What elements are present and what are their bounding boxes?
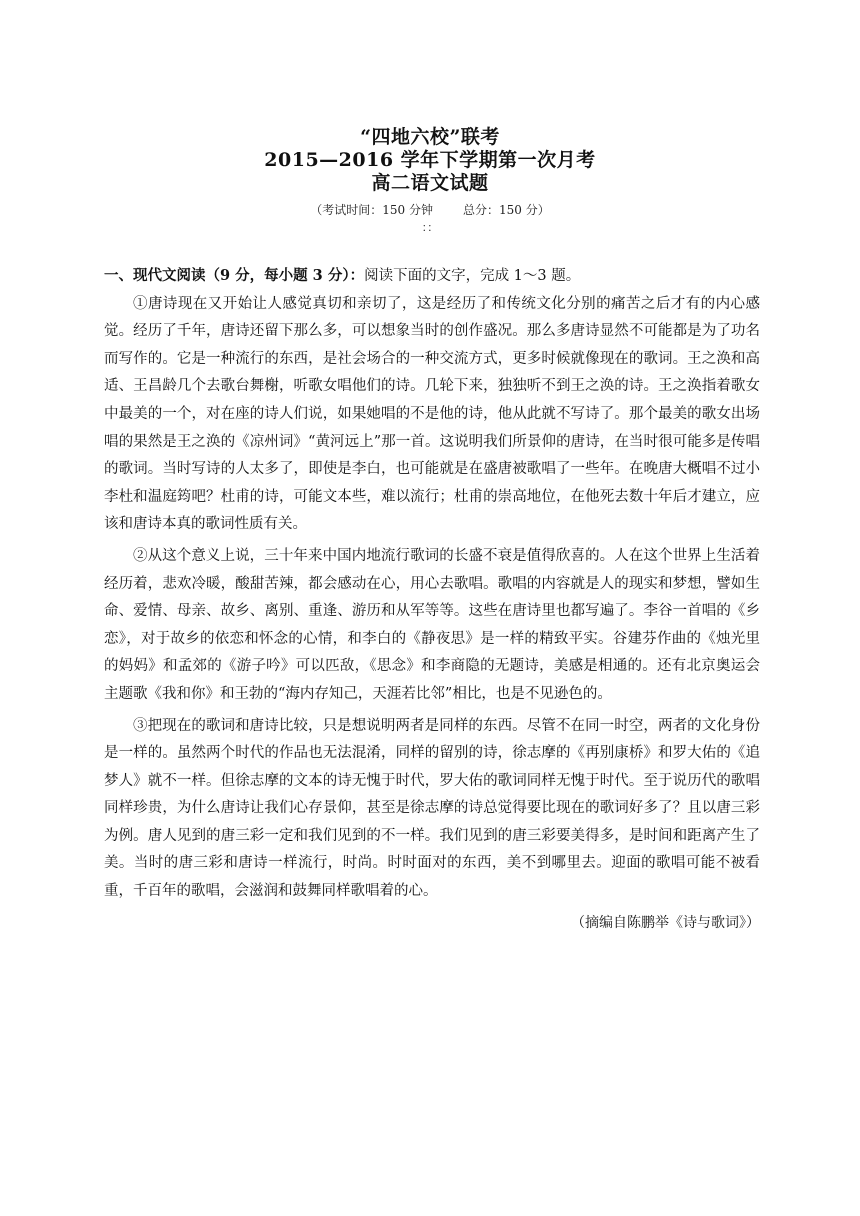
decorative-dots: ：： bbox=[421, 221, 439, 234]
exam-header bbox=[0, 126, 860, 235]
section-heading bbox=[104, 262, 760, 291]
reading-section bbox=[104, 262, 760, 937]
exam-title-line-3: 高二语文试题 bbox=[371, 172, 489, 194]
section-heading-instruction: 阅读下面的文字，完成 1～3 题。 bbox=[364, 268, 581, 284]
exam-total-score: 总分：150 分） bbox=[463, 203, 550, 217]
passage-paragraph-3: ③把现在的歌词和唐诗比较，只是想说明两者是同样的东西。尽管不在同一时空，两者的文化身份是一样的。虽然两个时代的作品也无法混淆，同样的留别的诗，徐志摩的《再别康桥》和罗大佑的《追梦人》就不一样。但徐志摩的文本的诗无愧于时代，罗大佑的歌词同样无愧于时代。至于说历代的歌唱同样珍贵，为什么唐诗让我们心存景仰，甚至是徐志摩的诗总觉得要比现在的歌词好多了？且以唐三彩为例。唐人见到的唐三彩一定和我们见到的不一样。我们见到的唐三彩要美得多，是时间和距离产生了美。当时的唐三彩和唐诗一样流行，时尚。时时面对的东西，美不到哪里去。迎面的歌唱可能不被看重，千百年的歌唱，会滋润和鼓舞同样歌唱着的心。 bbox=[104, 717, 760, 900]
passage-paragraph-2: ②从这个意义上说，三十年来中国内地流行歌词的长盛不衰是值得欣喜的。人在这个世界上生活着经历着，悲欢冷暖，酸甜苦辣，都会感动在心，用心去歌唱。歌唱的内容就是人的现实和梦想，譬如生命、爱情、母亲、故乡、离别、重逢、游历和从军等等。这些在唐诗里也都写遍了。李谷一首唱的《乡恋》，对于故乡的依恋和怀念的心情，和李白的《静夜思》是一样的精致平实。谷建芬作曲的《烛光里的妈妈》和孟郊的《游子吟》可以匹敌，《思念》和李商隐的无题诗，美感是相通的。还有北京奥运会主题歌《我和你》和王勃的“海内存知己，天涯若比邻”相比，也是不见逊色的。 bbox=[104, 547, 760, 702]
exam-time: （考试时间：150 分钟 bbox=[310, 203, 433, 217]
exam-title-line-2: 2015—2016 学年下学期第一次月考 bbox=[264, 149, 596, 171]
exam-title-line-1: “四地六校”联考 bbox=[360, 126, 500, 148]
passage-source: （摘编自陈鹏举《诗与歌词》） bbox=[571, 914, 760, 931]
exam-info bbox=[0, 201, 860, 219]
passage-paragraph-1: ①唐诗现在又开始让人感觉真切和亲切了，这是经历了和传统文化分别的痛苦之后才有的内心感觉。经历了千年，唐诗还留下那么多，可以想象当时的创作盛况。那么多唐诗显然不可能都是为了功名而写作的。它是一种流行的东西，是社会场合的一种交流方式，更多时候就像现在的歌词。王之涣和高适、王昌龄几个去歌台舞榭，听歌女唱他们的诗。几轮下来，独独听不到王之涣的诗。王之涣指着歌女中最美的一个，对在座的诗人们说，如果她唱的不是他的诗，他从此就不写诗了。那个最美的歌女出场唱的果然是王之涣的《凉州词》“黄河远上”那一首。这说明我们所景仰的唐诗，在当时很可能多是传唱的歌词。当时写诗的人太多了，即使是李白，也可能就是在盛唐被歌唱了一些年。在晚唐大概唱不过小李杜和温庭筠吧？杜甫的诗，可能文本些，难以流行；杜甫的崇高地位，在他死去数十年后才建立，应该和唐诗本真的歌词性质有关。 bbox=[104, 295, 760, 533]
section-heading-bold: 一、现代文阅读（9 分，每小题 3 分）： bbox=[104, 267, 365, 284]
